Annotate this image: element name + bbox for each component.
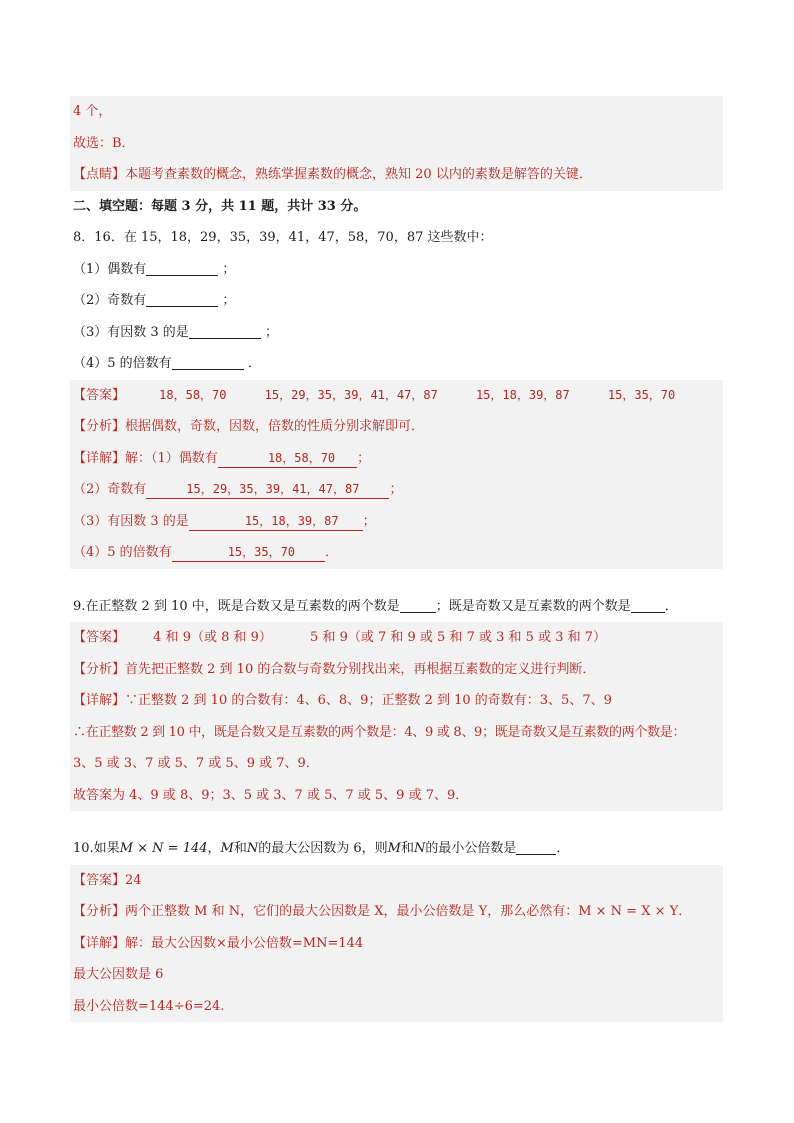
q10-stem-text: 的最小公倍数是 xyxy=(425,841,517,856)
q9-detail-2: ∴在正整数 2 到 10 中，既是合数又是互素数的两个数是：4、9 或 8、9；既是奇数又是互素数的两个数是： xyxy=(73,724,686,740)
q10-equation: M × N = 144 xyxy=(119,841,208,856)
answer-value: 15，29，35，39，41，47，87 xyxy=(264,387,438,402)
detail-label: （1）偶数有 xyxy=(151,450,218,466)
q10-stem-text: 10.如果 xyxy=(73,841,120,856)
q10-stem-text: 和 xyxy=(233,841,247,856)
math-var: N xyxy=(246,841,259,856)
q10-stem xyxy=(70,833,723,865)
filled-answer: 15，18，39，87 xyxy=(189,512,363,531)
detail-label: （3）有因数 3 的是 xyxy=(73,513,189,529)
q8-part-1 xyxy=(70,254,723,286)
document-page xyxy=(70,96,723,1022)
q9-stem xyxy=(70,591,723,623)
math-var: N xyxy=(413,841,426,856)
detail-text: ∵正整数 2 到 10 的合数有：4、6、8、9；正整数 2 到 10 的奇数有：3、5、7、9 xyxy=(125,693,612,708)
punct: ； xyxy=(389,482,403,497)
point-line xyxy=(70,159,723,191)
answer-value: 18，58，70 xyxy=(159,387,227,402)
q8-solution-block xyxy=(70,380,723,569)
answer-tag: 【答案】 xyxy=(73,630,126,645)
q8-part-label: （3）有因数 3 的是 xyxy=(73,324,189,340)
q9-analysis-line xyxy=(70,654,723,686)
q9-answer-line xyxy=(70,622,723,654)
answer-tag: 【答案】 xyxy=(73,872,126,888)
analysis-tag: 【分析】 xyxy=(73,904,126,919)
analysis-text: 根据偶数，奇数，因数，倍数的性质分别求解即可． xyxy=(125,419,425,434)
punct: ． xyxy=(325,545,339,560)
q8-part-label: （1）偶数有 xyxy=(73,261,147,277)
detail-tag: 【详解】 xyxy=(73,935,126,951)
q9-detail-3: 3、5 或 3、7 或 5、7 或 5、9 或 7、9． xyxy=(73,756,319,771)
answer-blank xyxy=(631,596,665,613)
q8-analysis-line xyxy=(70,411,723,443)
q8-detail-1 xyxy=(70,443,723,475)
detail-prefix: 解： xyxy=(125,450,152,466)
analysis-text: 两个正整数 M 和 N，它们的最大公因数是 X，最小公倍数是 Y，那么必然有：M × N = X × Y． xyxy=(125,904,692,919)
answer-value: 24 xyxy=(125,872,142,888)
punct: ． xyxy=(247,356,261,371)
q9-stem-text: ；既是奇数又是互素数的两个数是 xyxy=(435,598,631,614)
answer-blank xyxy=(189,322,261,339)
point-text: 本题考查素数的概念，熟练掌握素数的概念，熟知 20 以内的素数是解答的关键． xyxy=(125,167,592,182)
detail-label: （2）奇数有 xyxy=(73,482,147,497)
detail-label: （4）5 的倍数有 xyxy=(73,545,172,560)
math-var: M xyxy=(220,841,234,856)
q8-part-2 xyxy=(70,285,723,317)
answer-blank xyxy=(172,353,244,370)
solution-line: 故选：B． xyxy=(73,135,135,151)
answer-value: 15，18，39，87 xyxy=(475,387,570,402)
q9-solution-block xyxy=(70,622,723,811)
answer-tag: 【答案】 xyxy=(73,387,126,403)
q8-part-3 xyxy=(70,317,723,349)
punct: ； xyxy=(362,513,376,529)
analysis-tag: 【分析】 xyxy=(73,661,126,677)
answer-value: 15，35，70 xyxy=(607,387,676,402)
q10-analysis-line xyxy=(70,896,723,928)
answer-blank xyxy=(516,838,556,855)
q9-stem-text: 9.在正整数 2 到 10 中，既是合数又是互素数的两个数是 xyxy=(73,598,400,614)
spacer xyxy=(70,811,723,833)
punct: ， xyxy=(207,841,221,856)
detail-text: 解：最大公因数×最小公倍数=MN=144 xyxy=(125,935,364,951)
filled-answer: 15，29，35，39，41，47，87 xyxy=(146,480,389,499)
q10-stem-text: 的最大公因数为 6，则 xyxy=(258,841,388,856)
filled-answer: 18，58，70 xyxy=(218,449,357,468)
answer-value: 4 和 9（或 8 和 9） xyxy=(153,630,272,645)
q8-answer-line xyxy=(70,380,723,412)
punct: ． xyxy=(664,598,678,614)
previous-solution-block xyxy=(70,96,723,191)
analysis-tag: 【分析】 xyxy=(73,419,126,434)
punct: ； xyxy=(222,261,236,277)
detail-tag: 【详解】 xyxy=(73,693,126,708)
answer-blank xyxy=(146,259,218,276)
q9-detail-4: 故答案为 4、9 或 8、9；3、5 或 3、7 或 5、7 或 5、9 或 7、9． xyxy=(73,787,469,803)
q10-detail-3: 最小公倍数=144÷6=24. xyxy=(73,998,225,1014)
q8-part-4 xyxy=(70,348,723,380)
q8-detail-3 xyxy=(70,506,723,538)
q8-part-label: （2）奇数有 xyxy=(73,293,147,308)
solution-line: 4 个， xyxy=(73,104,112,119)
q8-detail-2 xyxy=(70,474,723,506)
punct: ； xyxy=(222,293,236,308)
q10-answer-line xyxy=(70,865,723,897)
filled-answer: 15，35，70 xyxy=(172,543,325,562)
q10-detail-1 xyxy=(70,928,723,960)
q8-part-label: （4）5 的倍数有 xyxy=(73,356,172,371)
q10-stem-text: 和 xyxy=(400,841,414,856)
q10-solution-block xyxy=(70,865,723,1023)
q8-stem: 8．16．在 15，18，29，35，39，41，47，58，70，87 这些数中： xyxy=(73,230,493,245)
answer-blank xyxy=(400,596,436,613)
punct: ． xyxy=(556,841,570,856)
point-tag: 【点睛】 xyxy=(73,167,126,182)
q10-detail-2: 最大公因数是 6 xyxy=(73,967,164,982)
answer-value: 5 和 9（或 7 和 9 或 5 和 7 或 3 和 5 或 3 和 7） xyxy=(310,630,607,645)
section-title: 二、填空题：每题 3 分，共 11 题，共计 33 分。 xyxy=(73,198,367,214)
math-var: M xyxy=(387,841,401,856)
punct: ； xyxy=(357,450,371,466)
analysis-text: 首先把正整数 2 到 10 的合数与奇数分别找出来，再根据互素数的定义进行判断． xyxy=(125,661,596,677)
answer-blank xyxy=(146,290,218,307)
q8-detail-4 xyxy=(70,537,723,569)
spacer xyxy=(70,569,723,591)
q9-detail-1 xyxy=(70,685,723,717)
punct: ； xyxy=(264,324,278,340)
detail-tag: 【详解】 xyxy=(73,450,126,466)
